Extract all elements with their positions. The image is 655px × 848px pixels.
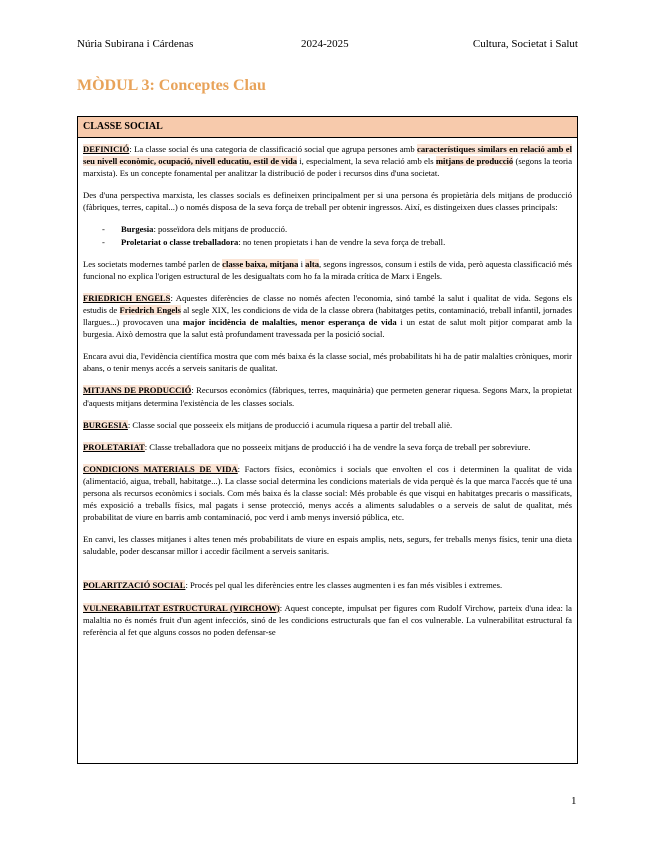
text: : Classe treballadora que no posseeix mitjans de producció i ha de vendre la seva força de treball per sobreviure. [144,441,531,452]
text: Les societats modernes també parlen de [83,258,223,269]
text: : Aquestes diferències de classe no només afecten l'economia, sinó també la salut i qualitat de vida. Segons els estudis de [83,292,572,315]
bold-text: major incidència de malalties, menor esperança de vida [182,317,397,328]
paragraph-evidencia: Encara avui dia, l'evidència científica mostra que com més baixa és la classe social, més probabilitats hi ha de patir malalties cròniques, morir abans, o tenir menys accés a serveis sanitaris de qualitat. [83,351,572,374]
term-engels: FRIEDRICH ENGELS [83,292,171,303]
text: : La classe social és una categoria de classificació social que agrupa persones amb [129,144,418,154]
page-header [77,38,578,52]
header-course: Cultura, Societat i Salut [472,38,578,50]
box-body [78,138,577,638]
class-list [83,223,572,247]
text: i [298,258,306,269]
concept-box [77,116,578,764]
paragraph-condicions [83,463,572,523]
list-item [121,236,572,248]
term-proletariat: PROLETARIAT [83,441,145,452]
paragraph-engels [83,292,572,340]
highlight: característiques similars en relació amb el seu nivell econòmic, ocupació, nivell educatiu, estil de vida [83,144,572,167]
text: (segons la teoria marxista). Es un concepte fonamental per analitzar la distribució de poder i recursos dins d'una societat. [83,156,573,179]
term-burgesia: BURGESIA [83,419,128,430]
text: : Procés pel qual les diferències entre les classes augmenten i es fan més visibles i extremes. [185,580,503,591]
highlight: mitjans de producció [435,156,514,167]
term-condicions: CONDICIONS MATERIALS DE VIDA [83,463,238,474]
list-text: : no tenen propietats i han de vendre la seva força de treball. [238,236,446,247]
paragraph-mitjans [83,384,572,408]
term-polaritzacio: POLARITZACIÓ SOCIAL [83,580,186,591]
text: al segle XIX, les condicions de vida de la classe obrera (habitatges petits, contaminació, treball infantil, jornades llargues...) provocaven una [83,304,572,328]
text: : Factors físics, econòmics i socials que envolten el cos i determinen la qualitat de vida (alimentació, aigua, treball, habitatge...). La classe social determina les condicions materials de vida perquè és la que marca l'accés que té una persona als recursos econòmics i socials. Com més baixa és la classe social: Més probable és que visqui en habitatges precaris o massificats, més exposició a treballs físics, mal pagats i sense protecció, menys accés a aliments saludables o a serveis de salut de qualitat, més probabilitat de viure en barris amb contaminació, poc verd i amb menys inversió pública, etc. [83,463,572,523]
paragraph-polaritzacio [83,579,572,591]
term-definicio: DEFINICIÓ [83,144,130,154]
paragraph-vulnerabilitat [83,602,572,638]
text: : Aquest concepte, impulsat per figures com Rudolf Virchow, parteix d'una idea: la malaltia no és només fruit d'un agent infecciós, sinó de les condicions estructurals que fan el cos vulnerable. La vulnerabilitat estructural fa referència al fet que alguns cossos no poden defensar-se [83,602,572,637]
term-mitjans: MITJANS DE PRODUCCIÓ [83,385,192,396]
text: i un estat de salut molt pitjor comparat amb la burgesia. Això demostra que la salut està profundament travessada per la posició social. [83,317,572,340]
paragraph-modernes [83,258,572,282]
term-vulnerabilitat: VULNERABILITAT ESTRUCTURAL (VIRCHOW) [83,602,280,613]
list-item [121,223,572,235]
box-title: CLASSE SOCIAL [78,117,577,138]
list-term: Proletariat o classe treballadora [121,236,239,247]
paragraph-burgesia [83,419,572,431]
text: i, especialment, la seva relació amb els [297,156,436,167]
highlight: Friedrich Engels [119,304,181,315]
paragraph-proletariat [83,441,572,453]
text: : Recursos econòmics (fàbriques, terres, maquinària) que permeten generar riquesa. Segons Marx, la propietat d'aquests mitjans determina l'existència de les classes socials. [83,385,573,408]
paragraph-classes-altes: En canvi, les classes mitjanes i altes tenen més probabilitats de viure en espais amplis, nets, segurs, fer treballs menys físics, tenir una dieta saludable, poder descansar millor i accedir fàcilment a serveis sanitaris. [83,534,572,557]
page-number: 1 [571,795,577,807]
header-year: 2024-2025 [301,38,349,50]
spacer [83,567,572,579]
highlight: alta [305,258,319,269]
list-term: Burgesia [121,224,154,235]
header-author: Núria Subirana i Cárdenas [77,38,194,50]
highlight: classe baixa, mitjana [222,258,299,269]
paragraph-definicio [83,143,572,179]
text: : Classe social que posseeix els mitjans de producció i acumula riquesa a partir del treball aliè. [127,419,453,430]
page-title: MÒDUL 3: Conceptes Clau [77,77,266,94]
paragraph-marxista: Des d'una perspectiva marxista, les classes socials es defineixen principalment per si una persona és propietària dels mitjans de producció (fàbriques, terres, capital...) o només disposa de la seva força de treball per obtenir ingressos. Així, es distingeixen dues classes principals: [83,190,572,213]
list-text: : posseïdora dels mitjans de producció. [153,224,288,235]
text: , segons ingressos, consum i estils de vida, però aquesta classificació més funcional no explica l'origen estructural de les desigualtats com ho fa la mirada crítica de Marx i Engels. [83,258,572,281]
